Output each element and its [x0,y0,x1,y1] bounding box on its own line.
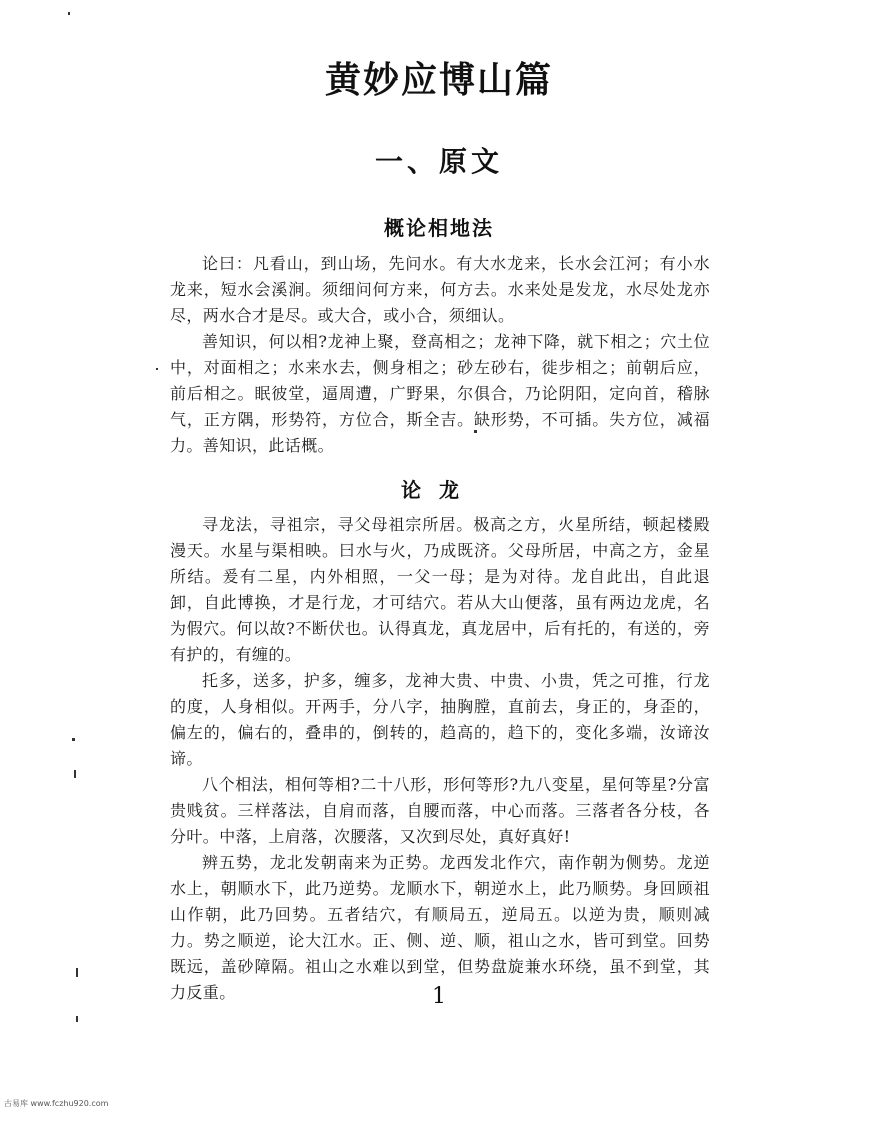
scan-speck [72,738,75,741]
page-number: 1 [432,984,446,1009]
paragraph: 八个相法，相何等相?二十八形，形何等形?九八变星，星何等星?分富贵贱贫。三样落法，自肩而落，自腰而落，中心而落。三落者各分枝，各分叶。中落，上肩落，次腰落，又次到尽处，真好真好! [170,775,710,846]
scan-speck [76,1016,78,1022]
watermark: 古易库 www.fczhu920.com [4,1099,109,1108]
scan-speck [68,12,70,15]
chapter-title: 一、原文 [374,145,503,178]
section-body [170,512,710,1006]
paragraph: 辨五势，龙北发朝南来为正势。龙西发北作穴，南作朝为侧势。龙逆水上，朝顺水下，此乃逆势。龙顺水下，朝逆水上，此乃顺势。身回顾祖山作朝，此乃回势。五者结穴，有顺局五，逆局五。以逆为贵，顺则减力。势之顺逆，论大江水。正、侧、逆、顺，祖山之水，皆可到堂。回势既远，盖砂障隔。祖山之水难以到堂，但势盘旋兼水环绕，虽不到堂，其力反重。 [170,853,710,1002]
scan-speck [156,368,158,370]
paragraph: 托多，送多，护多，缠多，龙神大贵、中贵、小贵，凭之可推，行龙的度，人身相似。开两手，分八字，抽胸膛，直前去，身正的，身歪的，偏左的，偏右的，叠串的，倒转的，趋高的，趋下的，变化多端，汝谛汝谛。 [170,671,710,768]
scan-speck [76,968,78,977]
paragraph: 论曰：凡看山，到山场，先问水。有大水龙来，长水会江河；有小水龙来，短水会溪涧。须细问何方来，何方去。水来处是发龙，水尽处龙亦尽，两水合才是尽。或大合，或小合，须细认。 [170,254,710,325]
section-heading: 论龙 [401,478,477,502]
scan-speck [74,770,76,778]
paragraph: 善知识，何以相?龙神上聚，登高相之；龙神下降，就下相之；穴土位中，对面相之；水来水去，侧身相之；砂左砂右，徙步相之；前朝后应，前后相之。眠彼堂，逼周遭，广野果，尔俱合，乃论阴阳，定向首，稽脉气，正方隅，形势符，方位合，斯全吉。缺形势，不可插。失方位，减福力。善知识，此话概。 [170,332,710,455]
section-body [170,251,710,459]
paragraph: 寻龙法，寻祖宗，寻父母祖宗所居。极高之方，火星所结，顿起楼殿漫天。水星与渠相映。曰水与火，乃成既济。父母所居，中高之方，金星所结。爰有二星，内外相照，一父一母；是为对待。龙自此出，自此退卸，自此博换，才是行龙，才可结穴。若从大山便落，虽有两边龙虎，名为假穴。何以故?不断伏也。认得真龙，真龙居中，后有托的，有送的，旁有护的，有缠的。 [170,515,710,664]
section-heading: 概论相地法 [384,216,494,240]
page-title: 黄妙应博山篇 [324,59,553,101]
scan-speck [474,430,477,433]
